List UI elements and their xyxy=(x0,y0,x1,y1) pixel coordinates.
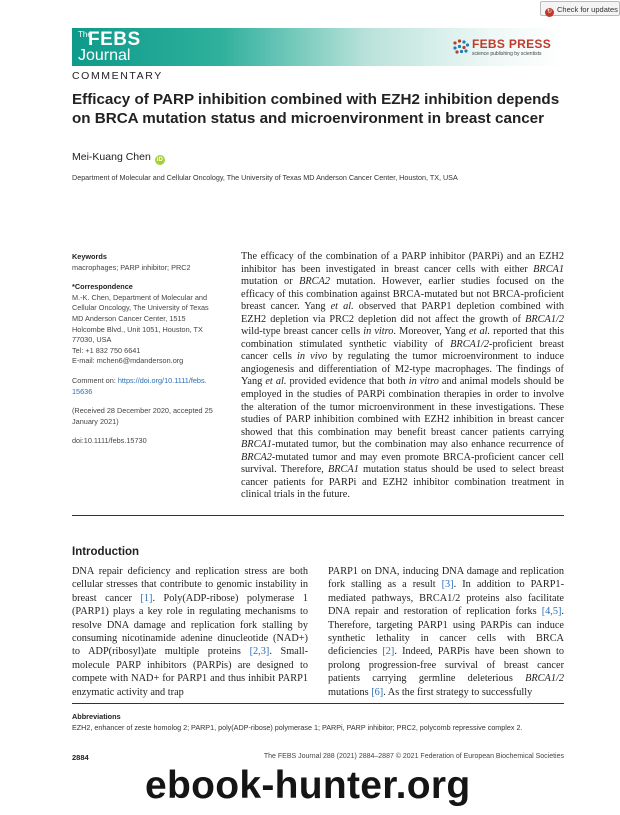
febs-press-tagline: science publishing by scientists xyxy=(472,51,542,57)
logo-febs: FEBS xyxy=(88,29,141,50)
page-number: 2884 xyxy=(72,753,89,762)
reference-link[interactable]: [4,5] xyxy=(541,606,562,618)
comment-on-link-cont[interactable]: 15636 xyxy=(72,386,93,396)
logo-the: The xyxy=(78,30,92,39)
article-title: Efficacy of PARP inhibition combined with EZH2 inhibition depends on BRCA mutation status and microenvironment in breast cancer xyxy=(72,91,560,127)
reference-link[interactable]: [2] xyxy=(382,646,395,658)
febs-press-dots-icon xyxy=(452,38,470,56)
check-for-updates-button[interactable] xyxy=(540,1,620,16)
intro-column-right: PARP1 on DNA, inducing DNA damage and replication fork stalling as a result [3]. In addition to PARP1-mediated pathways, BRCA1/2 proteins also facilitate DNA repair and restoration of replication forks [4,5]. Therefore, targeting PARP1 using PARPis can induce synthetic lethality in cancer cells with BRCA deficiencies [2]. Indeed, PARPis have been shown to prolong progression-free survival of breast cancer patients carrying germline deleterious BRCA1/2 mutations [6]. As the first strategy to successfully xyxy=(328,566,565,698)
orcid-icon[interactable]: iD xyxy=(156,157,163,163)
author xyxy=(72,151,165,165)
section-label: COMMENTARY xyxy=(72,70,163,82)
abbreviations-text: EZH2, enhancer of zeste homolog 2; PARP1, poly(ADP-ribose) polymerase 1; PARPi, PARP inhibitor; PRC2, polycomb repressive complex 2. xyxy=(72,723,523,732)
correspondence-line: M.-K. Chen, Department of Molecular and xyxy=(72,292,208,302)
keywords-heading: Keywords xyxy=(72,252,107,261)
doi: doi:10.1111/febs.15730 xyxy=(72,436,147,446)
comment-on-prefix: Comment on: xyxy=(72,375,118,385)
keywords: macrophages; PARP inhibitor; PRC2 xyxy=(72,262,191,272)
correspondence-heading: *Correspondence xyxy=(72,282,133,292)
reference-link[interactable]: [1] xyxy=(140,592,153,604)
watermark: ebook-hunter.org xyxy=(145,764,471,807)
correspondence-line: Cellular Oncology, The University of Texas xyxy=(72,303,209,313)
correspondence-email: E-mail: mchen6@mdanderson.org xyxy=(72,356,184,366)
abbreviations-divider xyxy=(72,703,564,704)
section-divider xyxy=(72,515,564,516)
correspondence-line: Holcombe Blvd., Unit 1051, Houston, TX xyxy=(72,324,203,334)
febs-press-logo xyxy=(452,36,562,62)
introduction-heading: Introduction xyxy=(72,546,140,558)
abstract: The efficacy of the combination of a PARP inhibitor (PARPi) and an EZH2 inhibitor has been investigated in breast cancer cells with either BRCA1 mutation or BRCA2 mutation. However, earlier studies focused on the efficacy of this combination against BRCA-mutated but not BRCA-proficient breast cancer. Yang et al. observed that PARP1 depletion combined with EZH2 depletion via PRC2 depletion did not affect the growth of BRCA1/2 wild-type breast cancer cells in vitro. Moreover, Yang et al. reported that this combination stimulated synthetic viability of BRCA1/2-proficient breast cancer cells in vivo by regulating the tumor microenvironment to induce angiogenesis and differentiation of M2-type macrophages. The findings of Yang et al. provided evidence that both in vitro and animal models should be employed in the studies of PARPi combination therapies in order to involve the alteration of the tumor microenvironment in these investigations. These studies of PARP inhibition combined with EZH2 inhibition in breast cancer showed that this combination may benefit breast cancer patients carrying BRCA1-mutated tumor, but the combination may also enhance recurrence of BRCA2-mutated tumor and may even promote BRCA-proficient cancer cell survival. Therefore, BRCA1 mutation status should be used to select breast cancer patients for PARPi and EZH2 inhibitor combination treatment in clinical trials in the future. xyxy=(241,251,564,501)
febs-press-name: FEBS PRESS xyxy=(472,37,552,51)
article-info-sidebar xyxy=(72,252,234,447)
comment-on xyxy=(72,376,234,387)
received-dates: (Received 28 December 2020, accepted 25 xyxy=(72,406,213,416)
received-dates-cont: January 2021) xyxy=(72,416,119,426)
comment-on-link[interactable]: https://doi.org/10.1111/febs. xyxy=(117,375,207,385)
reference-link[interactable]: [2,3] xyxy=(249,646,270,658)
author-name: Mei-Kuang Chen xyxy=(72,151,151,163)
correspondence-phone: Tel: +1 832 750 6641 xyxy=(72,345,141,355)
abbreviations-heading: Abbreviations xyxy=(72,712,121,721)
refresh-icon: ↻ xyxy=(546,9,553,15)
check-for-updates-label: Check for updates xyxy=(557,5,618,14)
logo-journal: Journal xyxy=(78,47,131,64)
reference-link[interactable]: [6] xyxy=(371,686,384,698)
footer-citation: The FEBS Journal 288 (2021) 2884–2887 © 2021 Federation of European Biochemical Societies xyxy=(263,753,564,760)
correspondence-line: MD Anderson Cancer Center, 1515 xyxy=(72,313,186,323)
correspondence-line: 77030, USA xyxy=(72,335,112,345)
reference-link[interactable]: [3] xyxy=(441,579,454,591)
affiliation: Department of Molecular and Cellular Oncology, The University of Texas MD Anderson Cancer Center, Houston, TX, USA xyxy=(72,173,458,182)
intro-column-left: DNA repair deficiency and replication stress are both cellular stresses that contribute to genomic instability in breast cancer [1]. Poly(ADP-ribose) polymerase 1 (PARP1) plays a key role in regulating mechanisms to resolve DNA damage and replication fork stalling by consuming nicotinamide adenine dinucleotide (NAD+) to ADP(ribosyl)ate multiple proteins [2,3]. Small-molecule PARP inhibitors (PARPis) are designed to compete with NAD+ for PARP1 and thus inhibit PARP1 enzymatic activity and trap xyxy=(72,566,309,698)
